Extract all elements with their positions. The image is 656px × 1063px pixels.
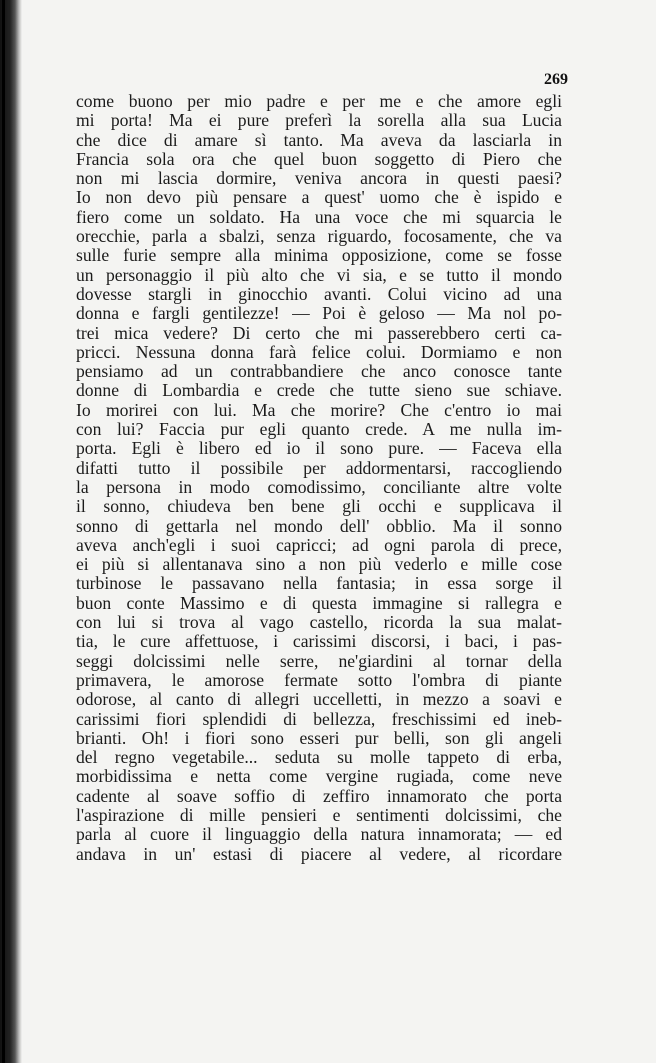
text-line: un personaggio il più alto che vi sia, e se tutto il mondo	[76, 264, 562, 285]
text-line: pensiamo ad un contrabbandiere che anco conosce tante	[76, 361, 562, 382]
text-line: che dice di amare sì tanto. Ma aveva da lasciarla in	[76, 129, 562, 150]
page-number: 269	[544, 71, 568, 88]
text-line: del regno vegetabile... seduta su molle tappeto di erba,	[76, 747, 562, 768]
text-line: primavera, le amorose fermate sotto l'ombra di piante	[76, 669, 562, 690]
text-line: Francia sola ora che quel buon soggetto di Piero che	[76, 148, 562, 169]
text-line: andava in un' estasi di piacere al vedere, al ricordare	[76, 843, 562, 864]
text-line: il sonno, chiudeva ben bene gli occhi e supplicava il	[76, 496, 562, 517]
text-line: la persona in modo comodissimo, conciliante altre volte	[76, 476, 562, 497]
text-line: ei più si allentanava sino a non più vederlo e mille cose	[76, 554, 562, 575]
text-line: fiero come un soldato. Ha una voce che mi squarcia le	[76, 206, 562, 227]
text-line: con lui? Faccia pur egli quanto crede. A me nulla im-	[76, 419, 562, 440]
text-line: morbidissima e netta come vergine rugiada, come neve	[76, 766, 562, 787]
text-line: Io morirei con lui. Ma che morire? Che c'entro io mai	[76, 399, 562, 420]
text-line: non mi lascia dormire, veniva ancora in questi paesi?	[76, 168, 562, 189]
text-line: donne di Lombardia e crede che tutte sieno sue schiave.	[76, 380, 562, 401]
text-line: parla al cuore il linguaggio della natura innamorata; — ed	[76, 824, 562, 845]
text-line: aveva anch'egli i suoi capricci; ad ogni parola di prece,	[76, 534, 562, 555]
text-line: tia, le cure affettuose, i carissimi discorsi, i baci, i pas-	[76, 631, 562, 652]
text-line: porta. Egli è libero ed io il sono pure. — Faceva ella	[76, 438, 562, 459]
text-line: l'aspirazione di mille pensieri e sentimenti dolcissimi, che	[76, 804, 562, 825]
body-text	[76, 92, 562, 864]
text-line: orecchie, parla a sbalzi, senza riguardo, focosamente, che va	[76, 226, 562, 247]
text-line: carissimi fiori splendidi di bellezza, freschissimi ed ineb-	[76, 708, 562, 729]
text-line: trei mica vedere? Di certo che mi passerebbero certi ca-	[76, 322, 562, 343]
text-line: odorose, al canto di allegri uccelletti, in mezzo a soavi e	[76, 689, 562, 710]
text-line: buon conte Massimo e di questa immagine si rallegra e	[76, 592, 562, 613]
text-line: turbinose le passavano nella fantasia; in essa sorge il	[76, 573, 562, 594]
text-line: con lui si trova al vago castello, ricorda la sua malat-	[76, 612, 562, 633]
text-line: Io non devo più pensare a quest' uomo che è ispido e	[76, 187, 562, 208]
text-line: sulle furie sempre alla minima opposizione, come se fosse	[76, 245, 562, 266]
page-edge-line	[2, 0, 5, 1063]
text-line: sonno di gettarla nel mondo dell' obblio. Ma il sonno	[76, 515, 562, 536]
text-line: dovesse stargli in ginocchio avanti. Colui vicino ad una	[76, 283, 562, 304]
text-line: seggi dolcissimi nelle serre, ne'giardini al tornar della	[76, 650, 562, 671]
text-line: come buono per mio padre e per me e che amore egli	[76, 91, 562, 111]
text-line: pricci. Nessuna donna farà felice colui. Dormiamo e non	[76, 341, 562, 362]
text-line: difatti tutto il possibile per addormentarsi, raccogliendo	[76, 457, 562, 478]
text-line: brianti. Oh! i fiori sono esseri pur belli, son gli angeli	[76, 727, 562, 748]
text-line: donna e fargli gentilezze! — Poi è geloso — Ma nol po-	[76, 303, 562, 324]
text-line: cadente al soave soffio di zeffiro innamorato che porta	[76, 785, 562, 806]
text-line: mi porta! Ma ei pure preferì la sorella alla sua Lucia	[76, 110, 562, 131]
